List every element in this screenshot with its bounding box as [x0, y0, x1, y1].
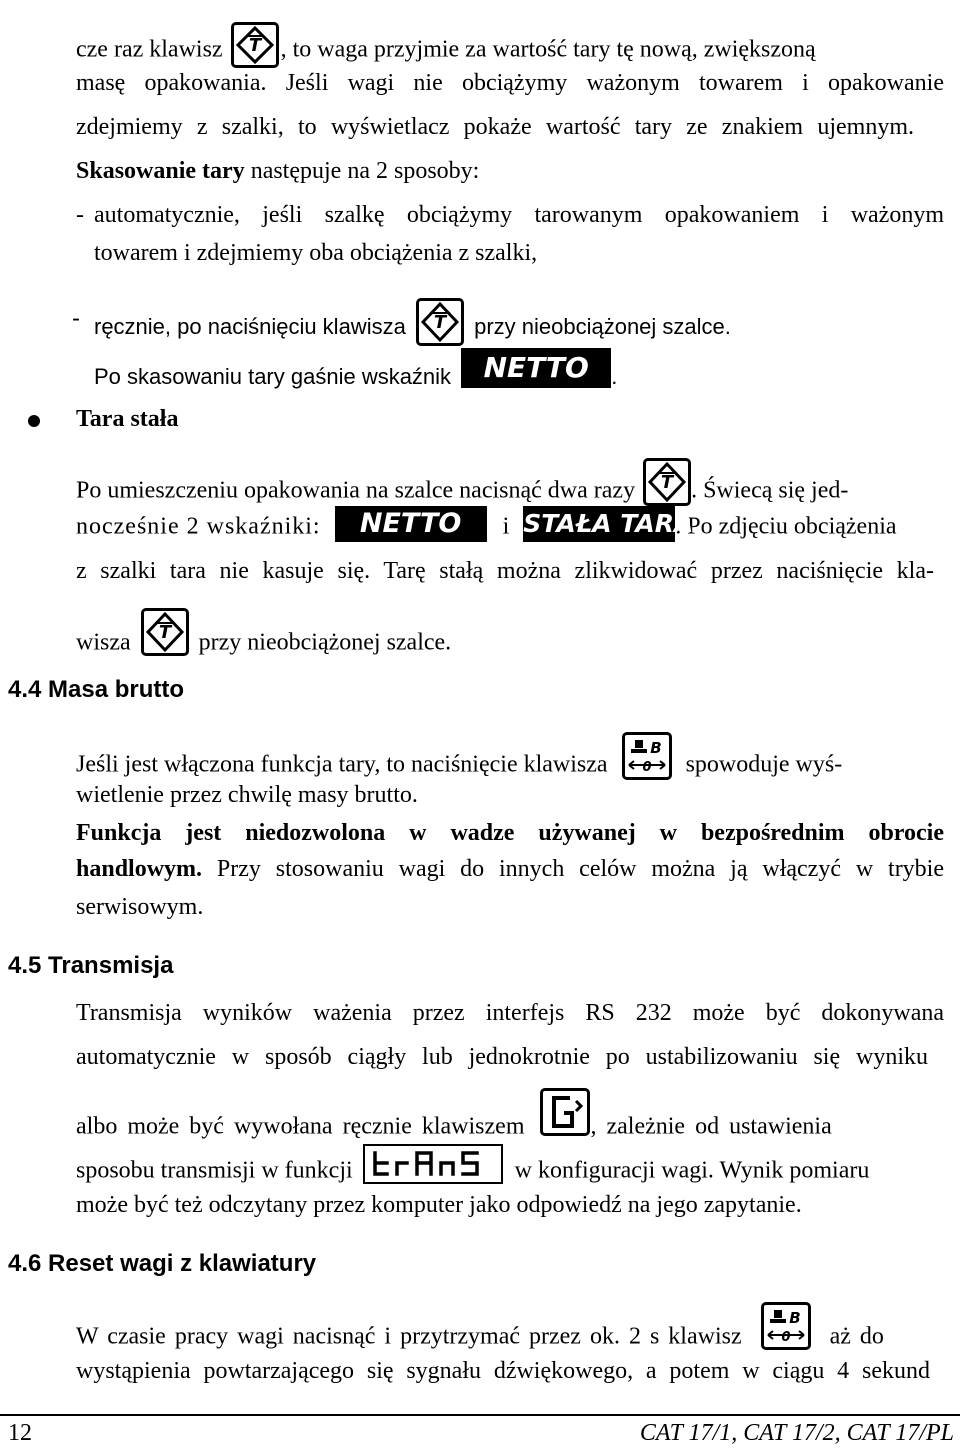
- svg-text:T: T: [248, 35, 261, 56]
- p1-line-1: cze raz klawisz T , to waga przyjmie za wartość tary tę nową, zwiększoną: [76, 28, 944, 74]
- s44-line-2: wietlenie przez chwilę masy brutto.: [76, 782, 418, 808]
- p1-line-7: ręcznie, po naciśnięciu klawisza T przy nieobciążonej szalce.: [94, 304, 731, 352]
- s45-line-2: automatycznie w sposób ciągły lub jednokrotnie po ustabilizowaniu się wyniku: [76, 1044, 928, 1070]
- tare-key-icon: [231, 22, 279, 68]
- tare-key-icon: [643, 458, 691, 506]
- p1-line-6: towarem i zdejmiemy oba obciążenia z szalki,: [94, 240, 538, 266]
- s44-line-5: serwisowym.: [76, 894, 204, 920]
- s46-line-1: W czasie pracy wagi nacisnąć i przytrzymać przez ok. 2 s klawisz B 0 aż do: [76, 1314, 944, 1362]
- s45-line-3: albo może być wywołana ręcznie klawiszem , zależnie od ustawienia: [76, 1104, 944, 1152]
- section-heading-4-5: 4.5 Transmisja: [8, 952, 174, 979]
- p1-dash-2: -: [72, 305, 80, 332]
- footer-models: CAT 17/1, CAT 17/2, CAT 17/PL: [639, 1420, 954, 1446]
- svg-text:T: T: [660, 472, 674, 493]
- s44-line-4: handlowym. Przy stosowaniu wagi do innych celów można ją włączyć w trybie: [76, 856, 944, 882]
- tara-line-4: wisza T przy nieobciążonej szalce.: [76, 620, 451, 668]
- print-key-icon: [540, 1088, 590, 1136]
- s45-line-5: może być też odczytany przez komputer jako odpowiedź na jego zapytanie.: [76, 1192, 802, 1218]
- page-number: 12: [8, 1420, 32, 1446]
- p1-line-4: Skasowanie tary następuje na 2 sposoby:: [76, 158, 480, 184]
- s44-line-1: Jeśli jest włączona funkcja tary, to naciśnięcie klawisza B 0 spowoduje wyś-: [76, 742, 944, 790]
- tara-heading: Tara stała: [76, 406, 179, 432]
- brutto-key-icon: [761, 1302, 811, 1350]
- svg-text:0: 0: [781, 1330, 791, 1345]
- tara-line-3: z szalki tara nie kasuje się. Tarę stałą można zlikwidować przez naciśnięcie kla-: [76, 558, 934, 584]
- footer-divider: [0, 1414, 960, 1416]
- section-heading-4-6: 4.6 Reset wagi z klawiatury: [8, 1250, 317, 1277]
- tara-line-1: Po umieszczeniu opakowania na szalce nacisnąć dwa razy T . Świecą się jed-: [76, 468, 944, 516]
- brutto-key-icon: [622, 732, 672, 780]
- tara-line-2: nocześnie 2 wskaźniki: NETTO i STAŁA TARA. Po zdjęciu obciążenia: [76, 510, 944, 546]
- svg-text:0: 0: [642, 760, 652, 775]
- tare-key-icon: [416, 298, 464, 346]
- p1-line-5: automatycznie, jeśli szalkę obciążymy tarowanym opakowaniem i ważonym: [94, 202, 944, 228]
- s46-line-2: wystąpienia powtarzającego się sygnału dźwiękowego, a potem w ciągu 4 sekund: [76, 1358, 930, 1384]
- svg-text:T: T: [433, 312, 447, 333]
- bullet: [28, 415, 40, 427]
- p1-line-3: zdejmiemy z szalki, to wyświetlacz pokaże wartość tary ze znakiem ujemnym.: [76, 114, 914, 140]
- p1-line-8: Po skasowaniu tary gaśnie wskaźnik NETTO .: [94, 358, 617, 398]
- section-heading-4-4: 4.4 Masa brutto: [8, 676, 185, 703]
- svg-text:B: B: [788, 1309, 801, 1327]
- netto-indicator: NETTO: [335, 506, 487, 542]
- stala-tara-indicator: STAŁA TARA: [523, 506, 675, 542]
- trans-function-display: [363, 1144, 503, 1184]
- s45-line-4: sposobu transmisji w funkcji w konfiguracji wagi. Wynik pomiaru: [76, 1152, 944, 1192]
- netto-indicator: NETTO: [461, 348, 611, 388]
- svg-text:B: B: [649, 739, 662, 757]
- s45-line-1: Transmisja wyników ważenia przez interfejs RS 232 może być dokonywana: [76, 1000, 944, 1026]
- tare-key-icon: [141, 608, 189, 656]
- s44-line-3: Funkcja jest niedozwolona w wadze używanej w bezpośrednim obrocie: [76, 820, 944, 846]
- p1-line-2: masę opakowania. Jeśli wagi nie obciążymy ważonym towarem i opakowanie: [76, 70, 944, 96]
- p1-dash-1: -: [76, 202, 84, 228]
- svg-text:T: T: [158, 622, 171, 643]
